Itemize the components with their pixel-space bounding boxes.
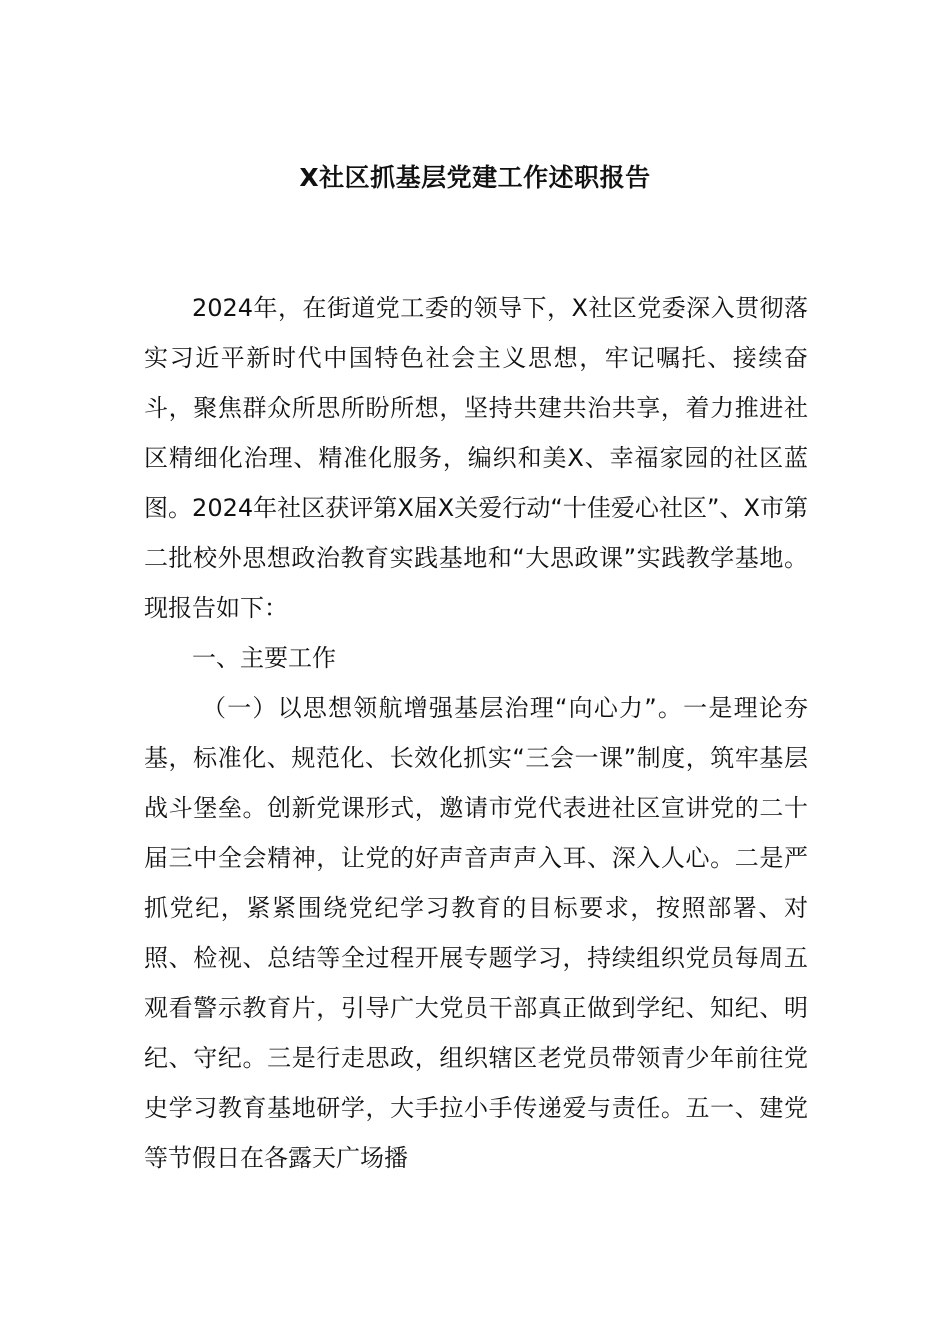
intro-paragraph: 2024年，在街道党工委的领导下，X社区党委深入贯彻落实习近平新时代中国特色社会主义思想，牢记嘱托、接续奋斗，聚焦群众所思所盼所想，坚持共建共治共享，着力推进社区精细化治理、精准化服务，编织和美X、幸福家园的社区蓝图。2024年社区获评第X届X关爱行动“十佳爱心社区”、X市第二批校外思想政治教育实践基地和“大思政课”实践教学基地。现报告如下：	[144, 294, 808, 622]
document-body	[144, 283, 808, 1183]
document-title: X社区抓基层党建工作述职报告	[299, 163, 651, 192]
subsection-paragraph-1: （一）以思想领航增强基层治理“向心力”。一是理论夯基，标准化、规范化、长效化抓实“三会一课”制度，筑牢基层战斗堡垒。创新党课形式，邀请市党代表进社区宣讲党的二十届三中全会精神，让党的好声音声声入耳、深入人心。二是严抓党纪，紧紧围绕党纪学习教育的目标要求，按照部署、对照、检视、总结等全过程开展专题学习，持续组织党员每周五观看警示教育片，引导广大党员干部真正做到学纪、知纪、明纪、守纪。三是行走思政，组织辖区老党员带领青少年前往党史学习教育基地研学，大手拉小手传递爱与责任。五一、建党等节假日在各露天广场播	[144, 694, 808, 1172]
section-heading-main-work: 一、主要工作	[192, 644, 336, 672]
